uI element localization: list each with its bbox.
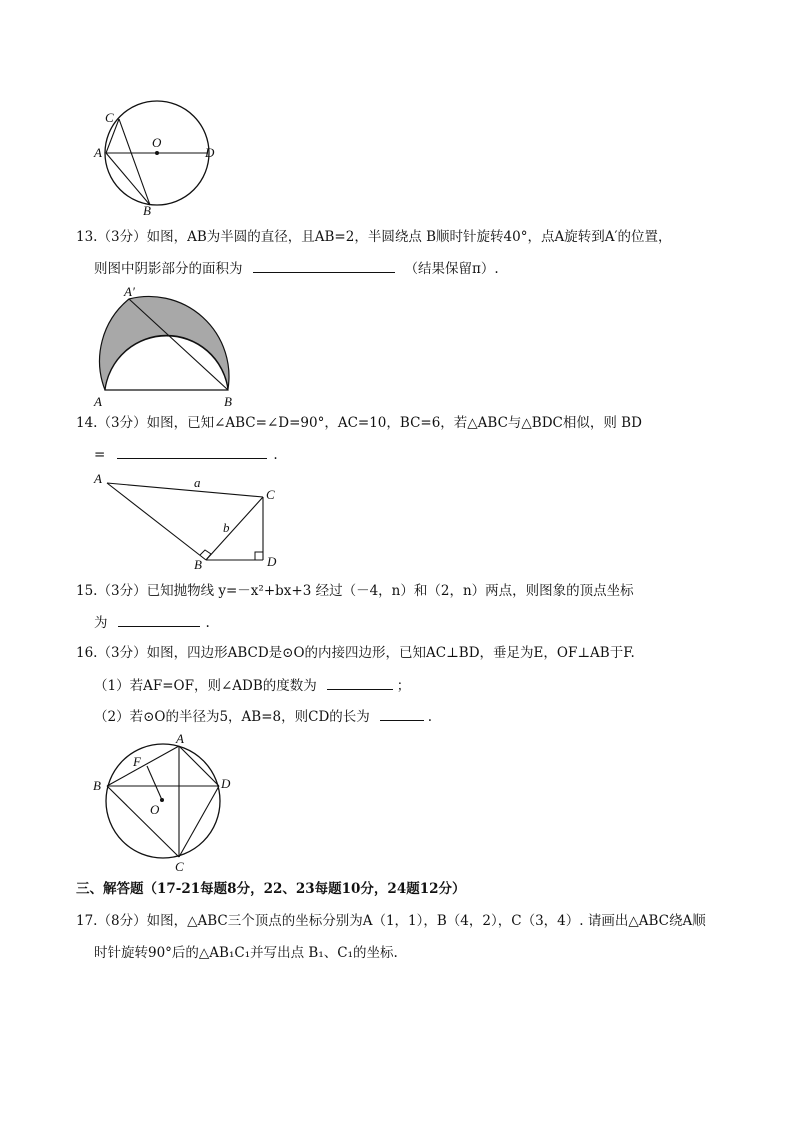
- label-d: D: [267, 554, 277, 569]
- q15-text2-pre: 为: [94, 615, 108, 631]
- q14-answer-blank[interactable]: [117, 444, 267, 459]
- q13-number: 13.: [76, 229, 98, 245]
- q15-line2: [94, 612, 210, 632]
- q17-line2: 时针旋转90°后的△AB₁C₁并写出点 B₁、C₁的坐标.: [94, 945, 398, 961]
- q14-text2-post: .: [273, 447, 278, 463]
- label-o: O: [152, 135, 162, 150]
- section-3-heading: 三、解答题（17-21每题8分，22、23每题10分，24题12分）: [76, 881, 466, 897]
- q17-score: （8分）: [97, 913, 147, 929]
- segment-of: [147, 766, 162, 800]
- label-b: B: [194, 557, 202, 572]
- label-b: B: [224, 394, 232, 409]
- q16-sub2-post: .: [427, 709, 433, 725]
- label-b: B: [93, 778, 101, 793]
- label-f: F: [133, 754, 141, 769]
- label-d: D: [205, 145, 215, 160]
- q16-sub2: [94, 706, 432, 726]
- label-a-prime: A′: [124, 284, 135, 299]
- q13-text2-pre: 则图中阴影部分的面积为: [94, 261, 243, 277]
- center-dot: [155, 151, 159, 155]
- label-a: A: [94, 471, 102, 486]
- q13-semicircle-figure: [90, 282, 260, 410]
- q15-answer-blank[interactable]: [118, 612, 200, 627]
- side-ac: [107, 483, 263, 497]
- label-side-a: a: [194, 475, 201, 490]
- label-side-b: b: [223, 520, 230, 535]
- q14-triangles-figure: [90, 470, 290, 575]
- q16-sub2-answer-blank[interactable]: [380, 706, 424, 721]
- q16-number: 16.: [76, 645, 98, 661]
- q16-sub1-answer-blank[interactable]: [327, 675, 393, 690]
- side-bc: [107, 786, 179, 857]
- side-ad: [179, 746, 219, 786]
- right-angle-d: [255, 552, 263, 560]
- q13-line1: [76, 228, 672, 246]
- q15-number: 15.: [76, 583, 98, 599]
- q17-text1: 如图，△ABC三个顶点的坐标分别为A（1，1），B（4，2），C（3，4）. 请画出△ABC绕A顺: [146, 913, 706, 929]
- q13-score: （3分）: [97, 229, 147, 245]
- q14-score: （3分）: [97, 415, 147, 431]
- q16-text1: 如图，四边形ABCD是⊙O的内接四边形，已知AC⊥BD，垂足为E，OF⊥AB于F.: [146, 645, 635, 661]
- q14-text1: 如图，已知∠ABC=∠D=90°，AC=10，BC=6，若△ABC与△BDC相似，则 BD: [146, 415, 642, 431]
- q16-sub1-post: ；: [396, 678, 411, 694]
- side-ab: [107, 483, 206, 560]
- q15-text2-post: .: [205, 615, 210, 631]
- label-d: D: [221, 776, 231, 791]
- q16-score: （3分）: [97, 645, 147, 661]
- q14-number: 14.: [76, 415, 98, 431]
- label-a: A: [94, 145, 102, 160]
- q14-line2: [94, 444, 278, 464]
- q15-score: （3分）: [97, 583, 147, 599]
- label-c: C: [266, 487, 275, 502]
- side-bc: [206, 497, 263, 560]
- q17-line1: [76, 912, 706, 930]
- q15-text1: 已知抛物线 y=－x²+bx+3 经过（－4，n）和（2，n）两点，则图象的顶点坐标: [146, 583, 634, 599]
- q13-text1: 如图，AB为半圆的直径，且AB=2，半圆绕点 B顺时针旋转40°，点A旋转到A′的位置，: [146, 229, 672, 245]
- q16-sub2-pre: （2）若⊙O的半径为5，AB=8，则CD的长为: [94, 709, 370, 725]
- q13-answer-blank[interactable]: [253, 258, 395, 273]
- q13-line2: [94, 258, 499, 278]
- label-b: B: [143, 203, 151, 218]
- q16-sub1-pre: （1）若AF=OF，则∠ADB的度数为: [94, 678, 317, 694]
- label-c: C: [105, 110, 114, 125]
- label-a: A: [94, 394, 102, 409]
- q17-number: 17.: [76, 913, 98, 929]
- q14-line1: [76, 414, 642, 432]
- center-dot: [160, 798, 164, 802]
- q14-text2-pre: =: [94, 447, 106, 463]
- label-o: O: [150, 802, 160, 817]
- side-dc: [179, 786, 219, 857]
- q16-circle-quadrilateral-figure: [90, 728, 240, 876]
- q16-line1: [76, 644, 635, 662]
- q16-sub1: [94, 675, 410, 695]
- label-c: C: [175, 859, 184, 874]
- q13-text2-post: （结果保留π）.: [404, 261, 499, 277]
- q12-circle-figure: [90, 95, 230, 220]
- label-a: A: [176, 731, 184, 746]
- q15-line1: [76, 582, 634, 600]
